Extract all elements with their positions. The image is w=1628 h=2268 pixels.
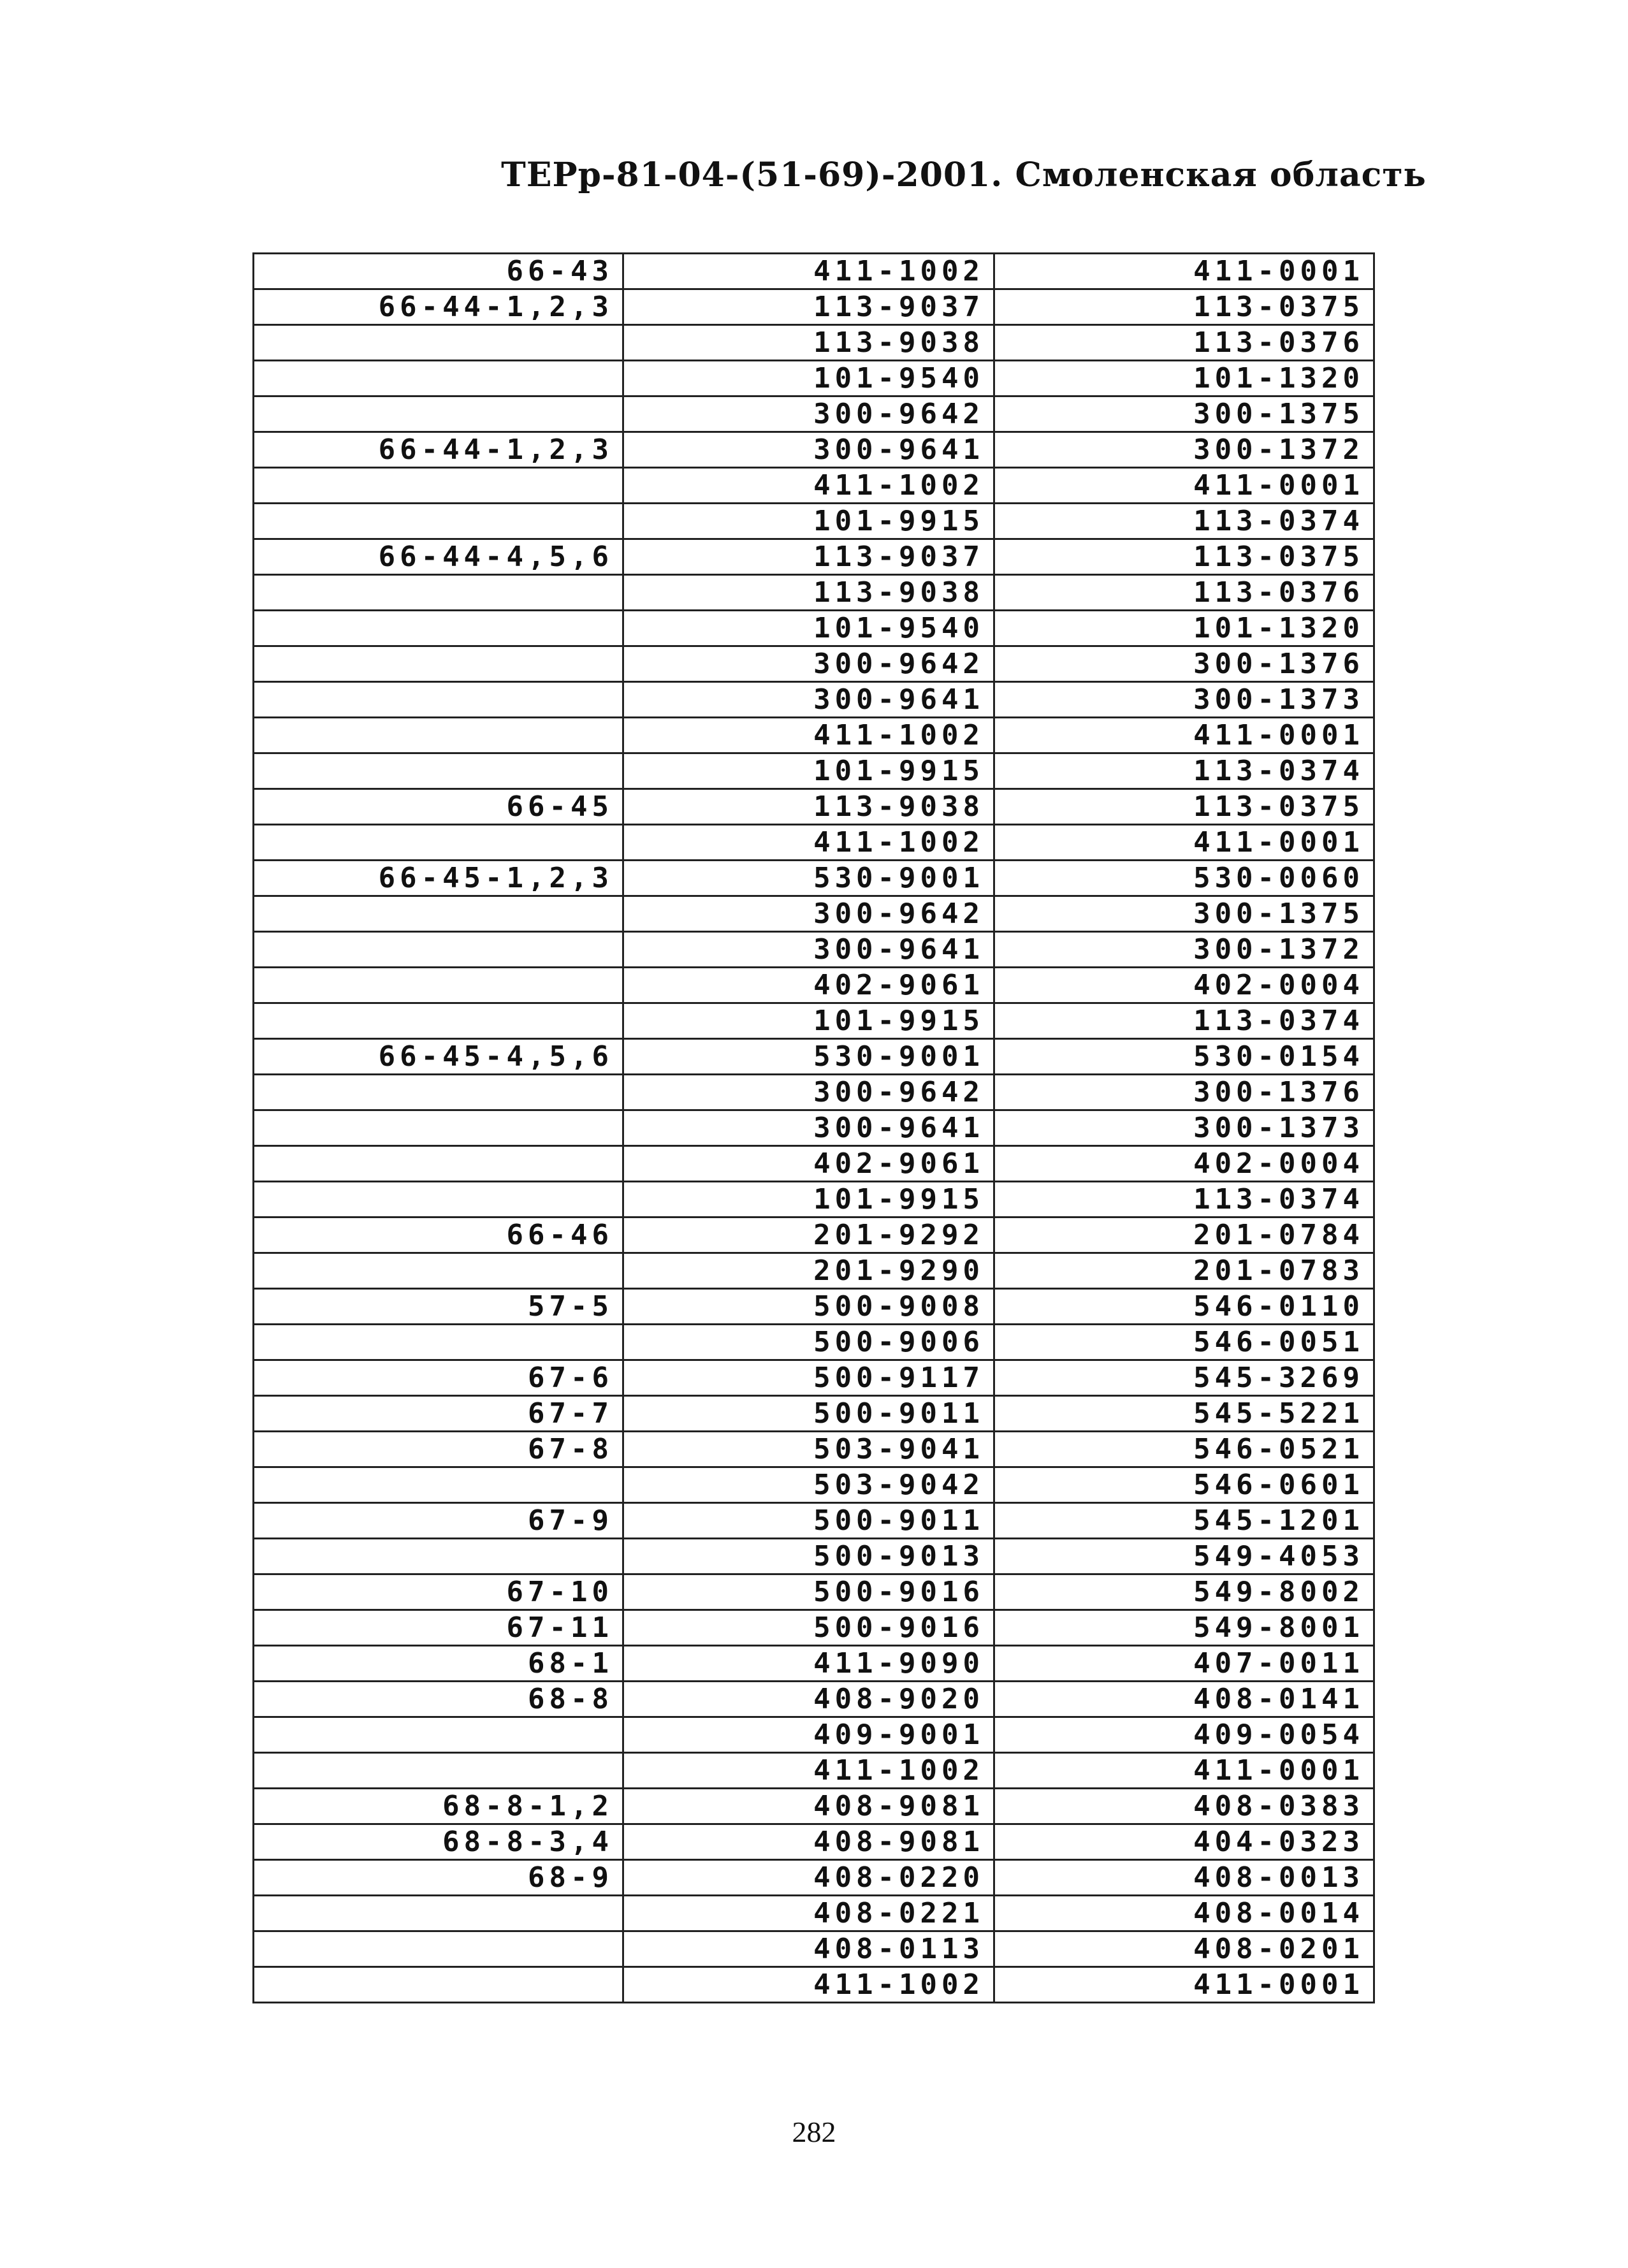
rate-code-cell [254,932,623,968]
rate-code-cell: 66-44-4,5,6 [254,539,623,575]
rate-code-cell: 67-11 [254,1610,623,1646]
rate-code-cell [254,468,623,504]
rate-code-cell [254,825,623,861]
rate-code-cell: 66-45 [254,789,623,825]
old-resource-code-cell: 500-9006 [623,1325,994,1360]
new-resource-code-cell: 545-1201 [994,1503,1374,1539]
old-resource-code-cell: 500-9011 [623,1503,994,1539]
rate-code-cell: 66-44-1,2,3 [254,432,623,468]
table-row [254,861,1374,896]
table-row [254,289,1374,325]
old-resource-code-cell: 411-1002 [623,1967,994,2003]
table-row [254,718,1374,753]
new-resource-code-cell: 546-0051 [994,1325,1374,1360]
rate-code-cell: 66-44-1,2,3 [254,289,623,325]
table-row [254,1039,1374,1075]
table-row [254,1931,1374,1967]
rate-code-cell [254,611,623,646]
old-resource-code-cell: 411-1002 [623,718,994,753]
rate-code-cell: 67-6 [254,1360,623,1396]
table-row [254,1789,1374,1824]
old-resource-code-cell: 503-9041 [623,1432,994,1467]
new-resource-code-cell: 300-1373 [994,1110,1374,1146]
new-resource-code-cell: 411-0001 [994,1753,1374,1789]
new-resource-code-cell: 113-0375 [994,289,1374,325]
rate-code-cell [254,1075,623,1110]
table-row [254,1325,1374,1360]
rate-code-cell [254,968,623,1003]
new-resource-code-cell: 545-5221 [994,1396,1374,1432]
old-resource-code-cell: 500-9008 [623,1289,994,1325]
new-resource-code-cell: 408-0013 [994,1860,1374,1896]
table-row [254,1682,1374,1717]
old-resource-code-cell: 300-9641 [623,1110,994,1146]
table-row [254,396,1374,432]
new-resource-code-cell: 113-0376 [994,575,1374,611]
new-resource-code-cell: 113-0375 [994,789,1374,825]
new-resource-code-cell: 411-0001 [994,1967,1374,2003]
old-resource-code-cell: 113-9038 [623,575,994,611]
rate-code-cell [254,1110,623,1146]
new-resource-code-cell: 549-8001 [994,1610,1374,1646]
new-resource-code-cell: 402-0004 [994,968,1374,1003]
old-resource-code-cell: 408-0220 [623,1860,994,1896]
rate-code-cell [254,896,623,932]
rate-code-cell: 67-8 [254,1432,623,1467]
new-resource-code-cell: 113-0376 [994,325,1374,361]
old-resource-code-cell: 201-9292 [623,1218,994,1253]
new-resource-code-cell: 113-0375 [994,539,1374,575]
rate-code-cell [254,325,623,361]
rate-code-cell [254,1539,623,1574]
old-resource-code-cell: 101-9915 [623,753,994,789]
rate-code-cell [254,1325,623,1360]
new-resource-code-cell: 113-0374 [994,1003,1374,1039]
new-resource-code-cell: 411-0001 [994,718,1374,753]
table-row [254,432,1374,468]
old-resource-code-cell: 300-9642 [623,1075,994,1110]
table-row [254,789,1374,825]
rate-code-cell [254,1931,623,1967]
old-resource-code-cell: 201-9290 [623,1253,994,1289]
new-resource-code-cell: 300-1376 [994,646,1374,682]
new-resource-code-cell: 300-1373 [994,682,1374,718]
table-row [254,1717,1374,1753]
old-resource-code-cell: 500-9016 [623,1574,994,1610]
old-resource-code-cell: 101-9915 [623,1182,994,1218]
rate-code-cell [254,1753,623,1789]
rate-code-cell [254,1253,623,1289]
new-resource-code-cell: 409-0054 [994,1717,1374,1753]
page-number: 282 [792,2116,836,2148]
rate-code-cell [254,1182,623,1218]
table-row [254,1146,1374,1182]
table-row [254,1253,1374,1289]
new-resource-code-cell: 549-8002 [994,1574,1374,1610]
rate-code-cell [254,1003,623,1039]
rate-code-cell [254,504,623,539]
old-resource-code-cell: 409-9001 [623,1717,994,1753]
old-resource-code-cell: 402-9061 [623,968,994,1003]
table-row [254,1574,1374,1610]
table-row [254,1539,1374,1574]
table-row [254,254,1374,289]
new-resource-code-cell: 530-0060 [994,861,1374,896]
new-resource-code-cell: 201-0784 [994,1218,1374,1253]
new-resource-code-cell: 402-0004 [994,1146,1374,1182]
old-resource-code-cell: 300-9642 [623,646,994,682]
table-row [254,1075,1374,1110]
new-resource-code-cell: 300-1372 [994,432,1374,468]
new-resource-code-cell: 530-0154 [994,1039,1374,1075]
old-resource-code-cell: 503-9042 [623,1467,994,1503]
rate-code-cell [254,396,623,432]
old-resource-code-cell: 113-9037 [623,539,994,575]
old-resource-code-cell: 300-9641 [623,682,994,718]
rate-code-cell: 66-46 [254,1218,623,1253]
rate-code-cell [254,718,623,753]
old-resource-code-cell: 408-9020 [623,1682,994,1717]
page-header-title: ТЕРр-81-04-(51-69)-2001. Смоленская область [501,156,1427,194]
new-resource-code-cell: 201-0783 [994,1253,1374,1289]
old-resource-code-cell: 411-1002 [623,825,994,861]
old-resource-code-cell: 113-9038 [623,325,994,361]
table-row [254,1360,1374,1396]
table-row [254,1289,1374,1325]
table-row [254,646,1374,682]
old-resource-code-cell: 113-9037 [623,289,994,325]
rate-code-cell: 66-45-1,2,3 [254,861,623,896]
rate-code-cell [254,753,623,789]
new-resource-code-cell: 411-0001 [994,825,1374,861]
new-resource-code-cell: 113-0374 [994,504,1374,539]
rate-code-cell: 68-8 [254,1682,623,1717]
codes-table-container [252,252,1373,2003]
new-resource-code-cell: 113-0374 [994,1182,1374,1218]
old-resource-code-cell: 408-0221 [623,1896,994,1931]
old-resource-code-cell: 530-9001 [623,1039,994,1075]
old-resource-code-cell: 500-9013 [623,1539,994,1574]
new-resource-code-cell: 404-0323 [994,1824,1374,1860]
table-row [254,825,1374,861]
new-resource-code-cell: 101-1320 [994,611,1374,646]
table-row [254,575,1374,611]
table-row [254,1432,1374,1467]
old-resource-code-cell: 300-9642 [623,396,994,432]
new-resource-code-cell: 408-0383 [994,1789,1374,1824]
rate-code-cell: 67-9 [254,1503,623,1539]
table-row [254,1824,1374,1860]
rate-code-cell: 66-45-4,5,6 [254,1039,623,1075]
table-row [254,968,1374,1003]
table-row [254,1003,1374,1039]
rate-code-cell [254,646,623,682]
new-resource-code-cell: 546-0110 [994,1289,1374,1325]
table-row [254,1110,1374,1146]
old-resource-code-cell: 411-9090 [623,1646,994,1682]
old-resource-code-cell: 101-9540 [623,611,994,646]
table-row [254,1610,1374,1646]
old-resource-code-cell: 113-9038 [623,789,994,825]
old-resource-code-cell: 411-1002 [623,254,994,289]
old-resource-code-cell: 402-9061 [623,1146,994,1182]
new-resource-code-cell: 545-3269 [994,1360,1374,1396]
table-row [254,1396,1374,1432]
old-resource-code-cell: 530-9001 [623,861,994,896]
table-row [254,539,1374,575]
table-row [254,1753,1374,1789]
old-resource-code-cell: 411-1002 [623,468,994,504]
rate-code-cell [254,1717,623,1753]
rate-code-cell: 68-9 [254,1860,623,1896]
rate-code-cell [254,575,623,611]
new-resource-code-cell: 411-0001 [994,468,1374,504]
old-resource-code-cell: 300-9641 [623,432,994,468]
old-resource-code-cell: 500-9016 [623,1610,994,1646]
rate-code-cell: 66-43 [254,254,623,289]
new-resource-code-cell: 101-1320 [994,361,1374,396]
rate-code-cell [254,682,623,718]
table-row [254,1646,1374,1682]
rate-code-cell: 57-5 [254,1289,623,1325]
table-row [254,896,1374,932]
rate-code-cell [254,1896,623,1931]
rate-code-cell: 68-1 [254,1646,623,1682]
new-resource-code-cell: 546-0601 [994,1467,1374,1503]
codes-table [252,252,1375,2003]
table-row [254,1503,1374,1539]
table-row [254,361,1374,396]
table-row [254,1896,1374,1931]
new-resource-code-cell: 300-1375 [994,396,1374,432]
new-resource-code-cell: 408-0201 [994,1931,1374,1967]
table-row [254,753,1374,789]
old-resource-code-cell: 500-9011 [623,1396,994,1432]
table-row [254,468,1374,504]
old-resource-code-cell: 101-9915 [623,1003,994,1039]
old-resource-code-cell: 411-1002 [623,1753,994,1789]
table-row [254,682,1374,718]
old-resource-code-cell: 408-9081 [623,1824,994,1860]
table-row [254,1967,1374,2003]
rate-code-cell [254,1967,623,2003]
old-resource-code-cell: 101-9915 [623,504,994,539]
new-resource-code-cell: 549-4053 [994,1539,1374,1574]
new-resource-code-cell: 407-0011 [994,1646,1374,1682]
rate-code-cell: 68-8-1,2 [254,1789,623,1824]
rate-code-cell: 67-10 [254,1574,623,1610]
table-row [254,611,1374,646]
table-row [254,504,1374,539]
table-row [254,1182,1374,1218]
old-resource-code-cell: 408-9081 [623,1789,994,1824]
old-resource-code-cell: 101-9540 [623,361,994,396]
new-resource-code-cell: 408-0141 [994,1682,1374,1717]
new-resource-code-cell: 411-0001 [994,254,1374,289]
table-row [254,1467,1374,1503]
new-resource-code-cell: 300-1372 [994,932,1374,968]
old-resource-code-cell: 408-0113 [623,1931,994,1967]
rate-code-cell: 67-7 [254,1396,623,1432]
table-row [254,1218,1374,1253]
table-row [254,932,1374,968]
old-resource-code-cell: 500-9117 [623,1360,994,1396]
old-resource-code-cell: 300-9641 [623,932,994,968]
new-resource-code-cell: 300-1376 [994,1075,1374,1110]
new-resource-code-cell: 300-1375 [994,896,1374,932]
old-resource-code-cell: 300-9642 [623,896,994,932]
rate-code-cell: 68-8-3,4 [254,1824,623,1860]
rate-code-cell [254,1146,623,1182]
table-row [254,325,1374,361]
new-resource-code-cell: 546-0521 [994,1432,1374,1467]
new-resource-code-cell: 408-0014 [994,1896,1374,1931]
codes-table-body [254,254,1374,2003]
rate-code-cell [254,1467,623,1503]
rate-code-cell [254,361,623,396]
new-resource-code-cell: 113-0374 [994,753,1374,789]
table-row [254,1860,1374,1896]
